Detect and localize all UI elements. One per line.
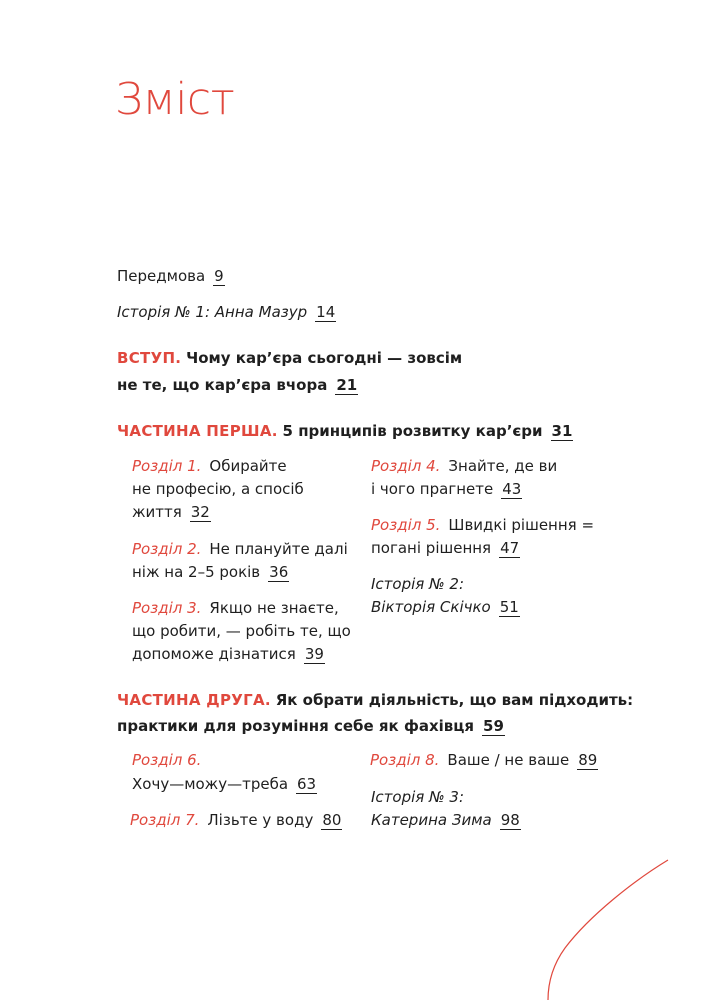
chapter-title-line-2: ніж на 2–5 років	[132, 563, 261, 581]
chapter-label: Розділ 6.	[132, 751, 202, 769]
page-number: 80	[322, 811, 342, 829]
chapter-label: Розділ 4.	[371, 457, 441, 475]
page-number: 9	[214, 267, 224, 285]
story-name: Катерина Зима	[371, 811, 492, 829]
page-number: 47	[500, 539, 520, 557]
page-number: 98	[500, 811, 520, 829]
chapter-label: Розділ 5.	[371, 516, 441, 534]
chapter-label: Розділ 3.	[132, 599, 202, 617]
entry-label: Історія № 1: Анна Мазур	[117, 303, 308, 321]
section-heading: ВСТУП.	[117, 349, 182, 367]
part-title: 5 принципів розвитку кар’єри	[282, 422, 543, 440]
chapter-label: Розділ 1.	[132, 457, 202, 475]
chapter-title-line-2: погані рішення	[371, 539, 492, 557]
chapter-title-line-3: життя	[132, 503, 182, 521]
chapter-title: Лізьте у воду	[207, 811, 314, 829]
chapter-title-line-1: Якщо не знаєте,	[209, 599, 339, 617]
page-number: 51	[499, 598, 519, 616]
part-title-line-2: практики для розуміння себе як фахівця	[117, 717, 475, 735]
chapter-title-line-1: Знайте, де ви	[448, 457, 558, 475]
part-heading: ЧАСТИНА ПЕРША.	[117, 422, 278, 440]
story-name: Вікторія Скічко	[371, 598, 491, 616]
page-number: 32	[190, 503, 210, 521]
page-number: 21	[336, 376, 358, 394]
page-number: 39	[304, 645, 324, 663]
page-number: 59	[483, 717, 504, 735]
toc-story-3: Історія № 3:	[371, 788, 465, 806]
chapter-title-line-3: допоможе дізнатися	[132, 645, 296, 663]
page-number: 43	[502, 480, 522, 498]
entry-label: Передмова	[117, 267, 206, 285]
chapter-title-line-1: Обирайте	[209, 457, 287, 475]
chapter-label: Розділ 8.	[370, 751, 440, 769]
chapter-3-line-2: що робити, — робіть те, що	[132, 622, 351, 640]
page-number: 31	[551, 422, 573, 440]
chapter-title-line-2: і чого прагнете	[371, 480, 494, 498]
page-number: 14	[316, 303, 336, 321]
page-title: Зміст	[115, 74, 235, 125]
chapter-1-line-2: не професію, а спосіб	[132, 480, 304, 498]
page-number: 89	[578, 751, 598, 769]
entry-title-line-2: не те, що кар’єра вчора	[117, 376, 328, 394]
page-number: 36	[269, 563, 289, 581]
page-number: 63	[297, 775, 317, 793]
chapter-title-line-1: Швидкі рішення =	[448, 516, 595, 534]
part-heading: ЧАСТИНА ДРУГА.	[117, 691, 271, 709]
chapter-label: Розділ 2.	[132, 540, 202, 558]
chapter-title-line-1: Не плануйте далі	[209, 540, 348, 558]
part-title-line-1: Як обрати діяльність, що вам підходить:	[275, 691, 634, 709]
entry-title-line-1: Чому кар’єра сьогодні — зовсім	[186, 349, 463, 367]
chapter-title: Ваше / не ваше	[447, 751, 570, 769]
toc-story-2: Історія № 2:	[371, 575, 465, 593]
chapter-title: Хочу—можу—треба	[132, 775, 289, 793]
chapter-label: Розділ 7.	[130, 811, 200, 829]
